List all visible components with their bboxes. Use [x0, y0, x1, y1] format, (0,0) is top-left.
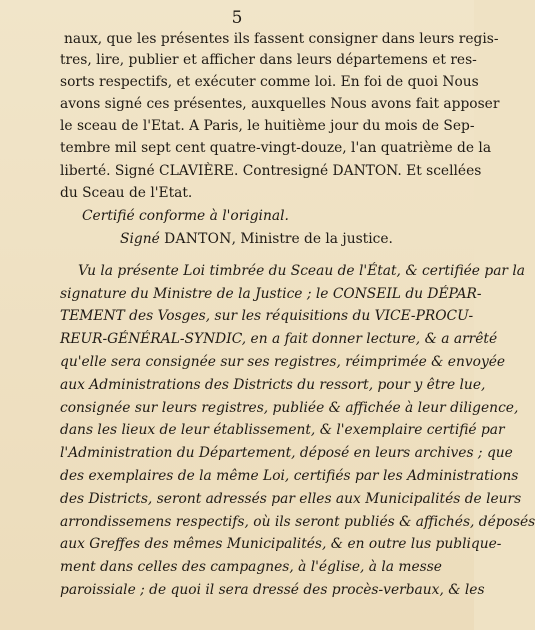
text-line: Vu la présente Loi timbrée du Sceau de l'État, & certifiée par la: [78, 263, 526, 279]
text-line: du Sceau de l'Etat.: [60, 185, 193, 201]
text-line: l'Administration du Département, déposé en leurs archives ; que: [60, 445, 513, 461]
text-line: tembre mil sept cent quatre-vingt-douze, l'an quatrième de la: [60, 140, 492, 156]
text-line: le sceau de l'Etat. A Paris, le huitième jour du mois de Sep-: [60, 118, 475, 134]
text-line: aux Greffes des mêmes Municipalités, & en outre lus publique-: [60, 536, 502, 552]
text-line: ment dans celles des campagnes, à l'église, à la messe: [60, 559, 442, 575]
text-line: avons signé ces présentes, auxquelles Nous avons fait apposer: [60, 96, 500, 112]
text-line: dans les lieux de leur établissement, & l'exemplaire certifié par: [60, 422, 505, 438]
certification-line: Certifié conforme à l'original.: [82, 208, 289, 224]
text-line: consignée sur leurs registres, publiée & affichée à leur diligence,: [60, 400, 519, 416]
text-line: sorts respectifs, et exécuter comme loi. En foi de quoi Nous: [60, 74, 479, 90]
text-line: TEMENT des Vosges, sur les réquisitions du VICE-PROCU-: [60, 308, 474, 324]
page-number: 5: [231, 8, 243, 28]
text-line: naux, que les présentes ils fassent consigner dans leurs regis-: [64, 31, 499, 47]
text-line: REUR-GÉNÉRAL-SYNDIC, en a fait donner lecture, & a arrêté: [60, 331, 498, 347]
text-line: aux Administrations des Districts du ressort, pour y être lue,: [60, 377, 486, 393]
text-line: liberté. Signé CLAVIÈRE. Contresigné DANTON. Et scellées: [60, 163, 482, 179]
text-line: qu'elle sera consignée sur ses registres, réimprimée & envoyée: [60, 354, 506, 370]
signatory-title: , Ministre de la justice.: [231, 231, 393, 247]
signature-prefix: Signé: [120, 231, 165, 247]
certification-signature: [120, 230, 440, 248]
text-line: des exemplaires de la même Loi, certifiés par les Administrations: [60, 468, 519, 484]
text-line: des Districts, seront adressés par elles aux Municipalités de leurs: [60, 491, 522, 507]
signatory-name: DANTON: [164, 231, 232, 247]
text-line: signature du Ministre de la Justice ; le CONSEIL du DÉPAR-: [60, 286, 482, 302]
text-line: paroissiale ; de quoi il sera dressé des procès-verbaux, & les: [60, 582, 485, 598]
text-line: tres, lire, publier et afficher dans leurs départemens et res-: [60, 52, 477, 68]
text-line: arrondissemens respectifs, où ils seront publiés & affichés, déposés: [60, 514, 535, 530]
